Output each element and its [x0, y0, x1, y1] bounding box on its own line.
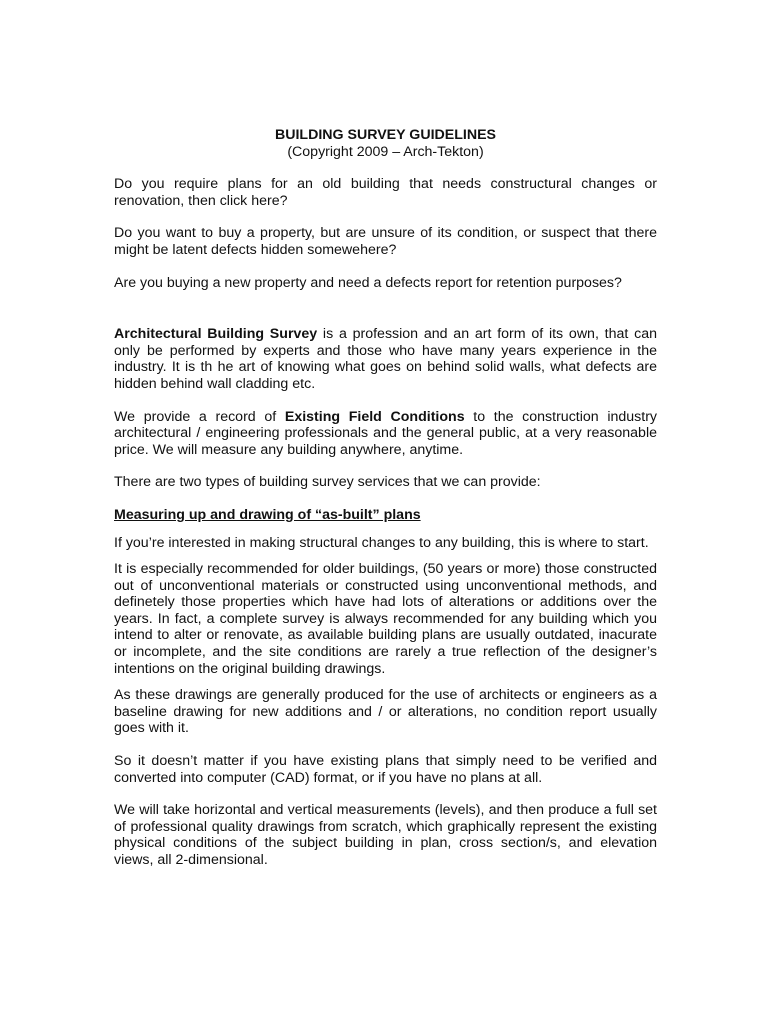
section-paragraph-recommended: It is especially recommended for older buildings, (50 years or more) those constructed out of unconventional materials or constructed using unconventional methods, and definetely those properties which have had lots of alterations or additions over the years. In fact, a complete survey is always recommended for any building which you intend to alter or renovate, as available building plans are usually outdated, inacurate or incomplete, and the site conditions are rarely a true reflection of the designer’s intentions on the original building drawings.: [114, 561, 657, 677]
about-bold-term: Architectural Building Survey: [114, 326, 318, 343]
section-paragraph-cad: So it doesn’t matter if you have existing plans that simply need to be verified and converted into computer (CAD) format, or if you have no plans at all.: [114, 753, 657, 786]
title-block: [114, 127, 657, 160]
intro-question-plans: Do you require plans for an old building that needs constructural changes or renovation, then click here?: [114, 176, 657, 209]
types-intro: There are two types of building survey services that we can provide:: [114, 474, 541, 491]
intro-question-buy: Do you want to buy a property, but are unsure of its condition, or suspect that there might be latent defects hidden somewehere?: [114, 225, 657, 258]
about-paragraph: [114, 326, 657, 392]
section-paragraph-measurements: We will take horizontal and vertical measurements (levels), and then produce a full set of professional quality drawings from scratch, which graphically represent the existing physical conditions of the subject building in plan, cross section/s, and elevation views, all 2-dimensional.: [114, 802, 657, 868]
document-body: [114, 127, 657, 869]
about-text: is a profession and an art form of its own, that can only be performed by experts and those who have many years experience in the industry. It is th he art of knowing what goes on behind solid walls, what defects are hidden behind wall cladding etc.: [114, 326, 657, 392]
section-paragraph-baseline: As these drawings are generally produced for the use of architects or engineers as a baseline drawing for new additions and / or alterations, no condition report usually goes with it.: [114, 687, 657, 737]
provide-prefix: We provide a record of: [114, 408, 285, 425]
copyright-line: (Copyright 2009 – Arch-Tekton): [287, 143, 484, 160]
provide-bold-term: Existing Field Conditions: [284, 408, 465, 425]
provide-suffix: to the construction industry architectural / engineering professionals and the general public, at a very reasonable price. We will measure any building anywhere, anytime.: [114, 408, 658, 458]
section-paragraph-start: If you’re interested in making structural changes to any building, this is where to start.: [114, 534, 649, 551]
section-heading: Measuring up and drawing of “as-built” plans: [114, 506, 421, 523]
provide-paragraph: [114, 409, 657, 459]
document-title: BUILDING SURVEY GUIDELINES: [275, 127, 496, 143]
intro-question-new-property: Are you buying a new property and need a defects report for retention purposes?: [114, 274, 622, 291]
